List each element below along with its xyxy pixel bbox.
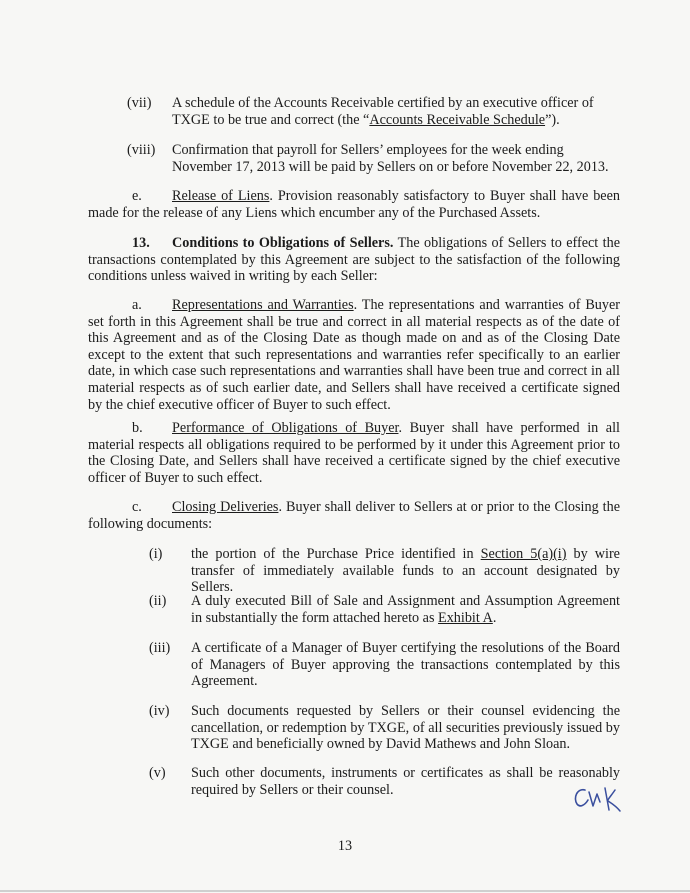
item-text: Such other documents, instruments or certificates as shall be reasonably required by Sellers or their counsel. — [191, 765, 620, 798]
paragraph-c: c. Closing Deliveries. Buyer shall deliver to Sellers at or prior to the Closing the following documents: — [88, 499, 620, 532]
item-number: (i) — [149, 546, 163, 562]
item-text: Such documents requested by Sellers or their counsel evidencing the cancellation, or redemption by TXGE, of all securities previously issued by TXGE and beneficially owned by David Mathews and John Sloan. — [191, 703, 620, 753]
paragraph-letter: a. — [132, 297, 142, 313]
defined-term: Accounts Receivable Schedule — [369, 111, 546, 128]
paragraph-a: a. Representations and Warranties. The representations and warranties of Buyer set forth in this Agreement shall be true and correct in all material respects as of the date of this Agreement and as of the Closing Date as though made on and as of the Closing Date except to the extent that such representations and warranties refer specifically to an earlier date, in which case such representations and warranties shall have been true and correct in all material respects as of such earlier date, and Sellers shall have received a certificate signed by the chief executive officer of Buyer to such effect. — [88, 297, 620, 413]
section-13: 13. Conditions to Obligations of Sellers. The obligations of Sellers to effect the transactions contemplated by this Agreement are subject to the satisfaction of the following conditions unless waived in writing by each Seller: — [88, 235, 620, 285]
paragraph-b: b. Performance of Obligations of Buyer. Buyer shall have performed in all material respects all obligations required to be performed by it under this Agreement prior to the Closing Date, and Sellers shall have received a certificate signed by the chief executive officer of Buyer to such effect. — [88, 420, 620, 486]
item-text: A schedule of the Accounts Receivable certified by an executive officer of TXGE to be true and correct (the “Accounts Receivable Schedule”). — [172, 95, 594, 128]
list-item-iv — [149, 703, 620, 753]
item-number: (v) — [149, 765, 166, 781]
item-text: A certificate of a Manager of Buyer certifying the resolutions of the Board of Managers of Buyer approving the transactions contemplated by this Agreement. — [191, 640, 620, 690]
item-number: (iv) — [149, 703, 170, 719]
cross-reference: Section 5(a)(i) — [480, 546, 567, 562]
list-item-viii — [127, 142, 620, 175]
paragraph-heading: Performance of Obligations of Buyer — [172, 420, 399, 436]
item-text: the portion of the Purchase Price identified in Section 5(a)(i) by wire transfer of immediately available funds to an account designated by Sellers. — [191, 546, 620, 596]
item-number: (ii) — [149, 593, 167, 609]
page-number: 13 — [337, 838, 353, 854]
paragraph-letter: e. — [132, 188, 142, 204]
page-edge — [0, 890, 690, 892]
item-number: (iii) — [149, 640, 171, 656]
list-item-i — [149, 546, 620, 596]
list-item-v — [149, 765, 620, 798]
paragraph-heading: Representations and Warranties — [172, 297, 354, 313]
item-number: (viii) — [127, 142, 156, 158]
section-heading: Conditions to Obligations of Sellers. — [172, 235, 394, 251]
section-number: 13. — [132, 235, 150, 251]
handwritten-initials — [571, 780, 623, 812]
list-item-iii — [149, 640, 620, 690]
item-text: Confirmation that payroll for Sellers’ employees for the week ending November 17, 2013 will be paid by Sellers on or before November 22, 2013. — [172, 142, 609, 175]
paragraph-heading: Release of Liens — [172, 188, 270, 204]
cross-reference: Exhibit A — [438, 609, 493, 626]
item-text: A duly executed Bill of Sale and Assignment and Assumption Agreement in substantially the form attached hereto as Exhibit A. — [191, 593, 620, 626]
paragraph-e: e. Release of Liens. Provision reasonably satisfactory to Buyer shall have been made for the release of any Liens which encumber any of the Purchased Assets. — [88, 188, 620, 221]
item-number: (vii) — [127, 95, 152, 111]
paragraph-letter: b. — [132, 420, 143, 436]
paragraph-heading: Closing Deliveries — [172, 499, 279, 515]
paragraph-letter: c. — [132, 499, 142, 515]
list-item-ii — [149, 593, 620, 626]
list-item-vii — [127, 95, 620, 128]
